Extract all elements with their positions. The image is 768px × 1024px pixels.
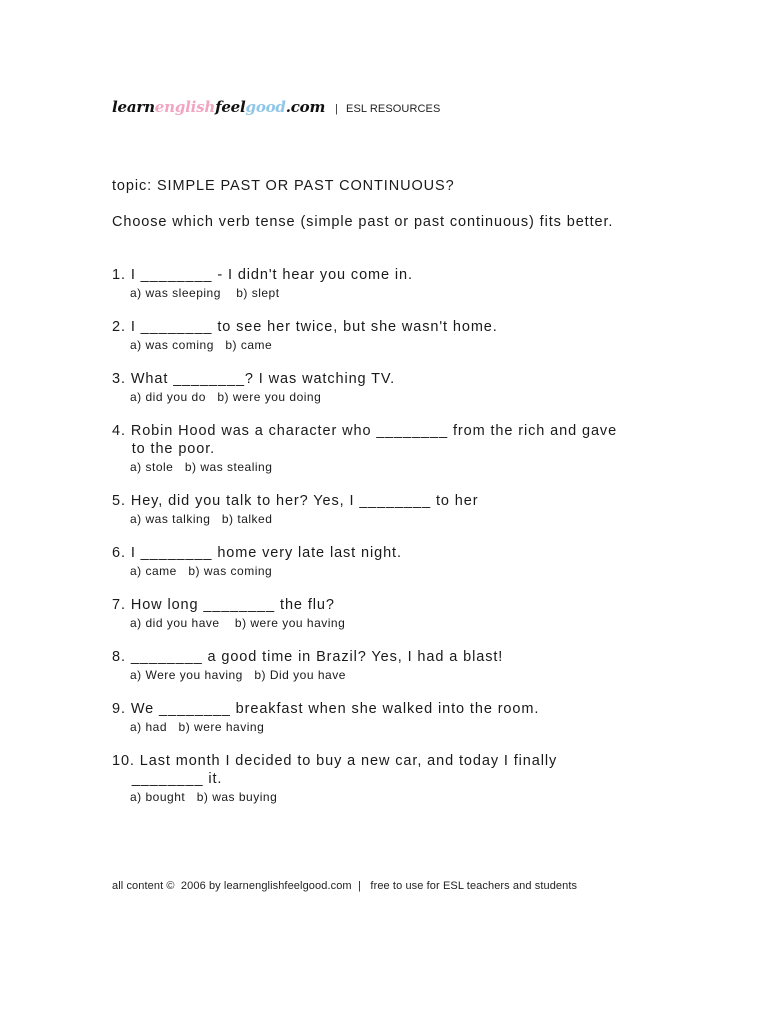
question-2	[112, 318, 672, 352]
question-1	[112, 266, 672, 300]
question-6	[112, 544, 672, 578]
question-stem: 10. Last month I decided to buy a new car, and today I finally ________ it.	[112, 753, 558, 787]
question-5	[112, 492, 672, 526]
question-stem: 5. Hey, did you talk to her? Yes, I ________ to her	[112, 493, 479, 509]
question-stem: 6. I ________ home very late last night.	[112, 545, 402, 561]
topic-heading: topic: SIMPLE PAST OR PAST CONTINUOUS?	[112, 178, 455, 194]
question-stem: 7. How long ________ the flu?	[112, 597, 335, 613]
logo-com: .com	[285, 98, 326, 116]
question-options: a) stole b) was stealing	[130, 460, 273, 474]
page-footer: all content © 2006 by learnenglishfeelgood.com | free to use for ESL teachers and students	[112, 880, 578, 892]
site-logo[interactable]	[112, 98, 325, 116]
question-stem: 4. Robin Hood was a character who ________ from the rich and gave to the poor.	[112, 423, 618, 457]
question-3	[112, 370, 672, 404]
logo-learn: learn	[112, 98, 155, 116]
question-10	[112, 752, 672, 804]
logo-feel: feel	[215, 98, 246, 116]
question-options: a) came b) was coming	[130, 564, 273, 578]
question-stem: 9. We ________ breakfast when she walked into the room.	[112, 701, 540, 717]
question-options: a) was coming b) came	[130, 338, 273, 352]
page-header	[112, 98, 440, 122]
logo-good: good	[245, 98, 286, 116]
question-options: a) did you do b) were you doing	[130, 390, 322, 404]
question-options: a) was talking b) talked	[130, 512, 273, 526]
question-4	[112, 422, 672, 474]
question-stem: 1. I ________ - I didn't hear you come in.	[112, 267, 413, 283]
instruction-text: Choose which verb tense (simple past or past continuous) fits better.	[112, 214, 614, 230]
question-stem: 3. What ________? I was watching TV.	[112, 371, 396, 387]
header-separator: |	[335, 103, 339, 115]
logo-english: english	[154, 98, 216, 116]
question-options: a) Were you having b) Did you have	[130, 668, 346, 682]
question-9	[112, 700, 672, 734]
question-7	[112, 596, 672, 630]
question-options: a) bought b) was buying	[130, 790, 278, 804]
question-options: a) had b) were having	[130, 720, 265, 734]
question-8	[112, 648, 672, 682]
question-stem: 2. I ________ to see her twice, but she wasn't home.	[112, 319, 498, 335]
question-options: a) was sleeping b) slept	[130, 286, 280, 300]
question-options: a) did you have b) were you having	[130, 616, 346, 630]
esl-resources-label: ESL RESOURCES	[346, 103, 441, 115]
question-stem: 8. ________ a good time in Brazil? Yes, I had a blast!	[112, 649, 504, 665]
